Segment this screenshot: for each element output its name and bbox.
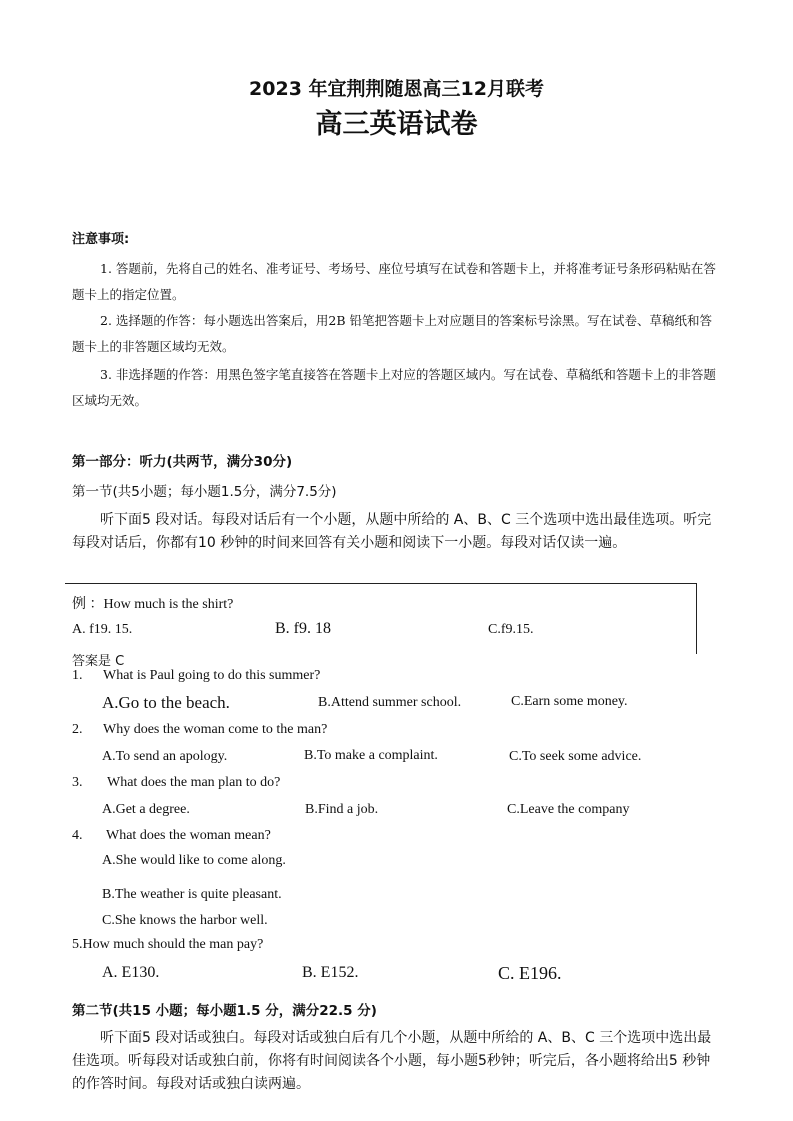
question-2-option-c: C.To seek some advice. [509, 749, 642, 764]
question-1-option-c: C.Earn some money. [511, 694, 628, 709]
question-4-option-a: A.She would like to come along. [102, 853, 286, 868]
section2-heading: 第二节(共15 小题；每小题1.5 分，满分22.5 分) [72, 1003, 377, 1019]
question-1-option-a: A.Go to the beach. [102, 693, 230, 712]
section2-intro: 听下面5 段对话或独白。每段对话或独白后有几个小题，从题中所给的 A、B、C 三个选项中选出最佳选项。听每段对话或独白前，你将有时间阅读各个小题，每小题5秒钟；听完后，各小题将给出5 秒钟的作答时间。每段对话或独白读两遍。 [72, 1030, 712, 1092]
question-2-option-b: B.To make a complaint. [304, 748, 438, 763]
question-4-option-b: B.The weather is quite pleasant. [102, 887, 282, 902]
section1-intro: 听下面5 段对话。每段对话后有一个小题，从题中所给的 A、B、C 三个选项中选出最佳选项。听完每段对话后，你都有10 秒钟的时间来回答有关小题和阅读下一小题。每段对话仅读一遍。 [72, 512, 712, 551]
question-5-text: 5.How much should the man pay? [72, 937, 264, 952]
notice-item-3: 3. 非选择题的作答：用黑色签字笔直接答在答题卡上对应的答题区域内。写在试卷、草稿纸和答题卡上的非答题区域均无效。 [72, 367, 716, 408]
example-question: 例 ：How much is the shirt? [72, 597, 234, 612]
question-2-number: 2. [72, 722, 83, 737]
example-option-c: C.f9.15. [488, 622, 534, 637]
notice-heading: 注意事项: [72, 232, 130, 247]
question-5-option-a: A. E130. [102, 964, 160, 981]
example-option-b: B. f9. 18 [275, 620, 331, 637]
question-3-number: 3. [72, 775, 83, 790]
example-answer-fragment: 答案是 C [72, 654, 125, 669]
question-1-option-b: B.Attend summer school. [318, 695, 462, 710]
part1-heading: 第一部分：听力(共两节，满分30分) [72, 454, 293, 470]
exam-title: 2023 年宜荆荆随恩高三12月联考 [249, 78, 544, 100]
example-option-a: A. f19. 15. [72, 622, 133, 637]
question-3-option-a: A.Get a degree. [102, 802, 190, 817]
question-3-option-c: C.Leave the company [507, 802, 630, 817]
question-1-text: What is Paul going to do this summer? [103, 668, 321, 683]
section1-heading: 第一节(共5小题；每小题1.5分，满分7.5分) [72, 484, 337, 500]
question-3-text: What does the man plan to do? [107, 775, 281, 790]
question-5-option-c: C. E196. [498, 963, 562, 983]
question-4-text: What does the woman mean? [106, 828, 271, 843]
question-5-option-b: B. E152. [302, 964, 359, 981]
notice-item-2: 2. 选择题的作答：每小题选出答案后，用2B 铅笔把答题卡上对应题目的答案标号涂黑。写在试卷、草稿纸和答题卡上的非答题区域均无效。 [72, 313, 713, 354]
exam-subtitle: 高三英语试卷 [315, 109, 478, 140]
question-2-option-a: A.To send an apology. [102, 749, 228, 764]
question-1-number: 1. [72, 668, 83, 683]
question-3-option-b: B.Find a job. [305, 802, 379, 817]
question-4-option-c: C.She knows the harbor well. [102, 913, 268, 928]
notice-item-1: 1. 答题前，先将自己的姓名、准考证号、考场号、座位号填写在试卷和答题卡上，并将准考证号条形码粘贴在答题卡上的指定位置。 [72, 261, 716, 302]
question-4-number: 4. [72, 828, 83, 843]
question-2-text: Why does the woman come to the man? [103, 722, 328, 737]
